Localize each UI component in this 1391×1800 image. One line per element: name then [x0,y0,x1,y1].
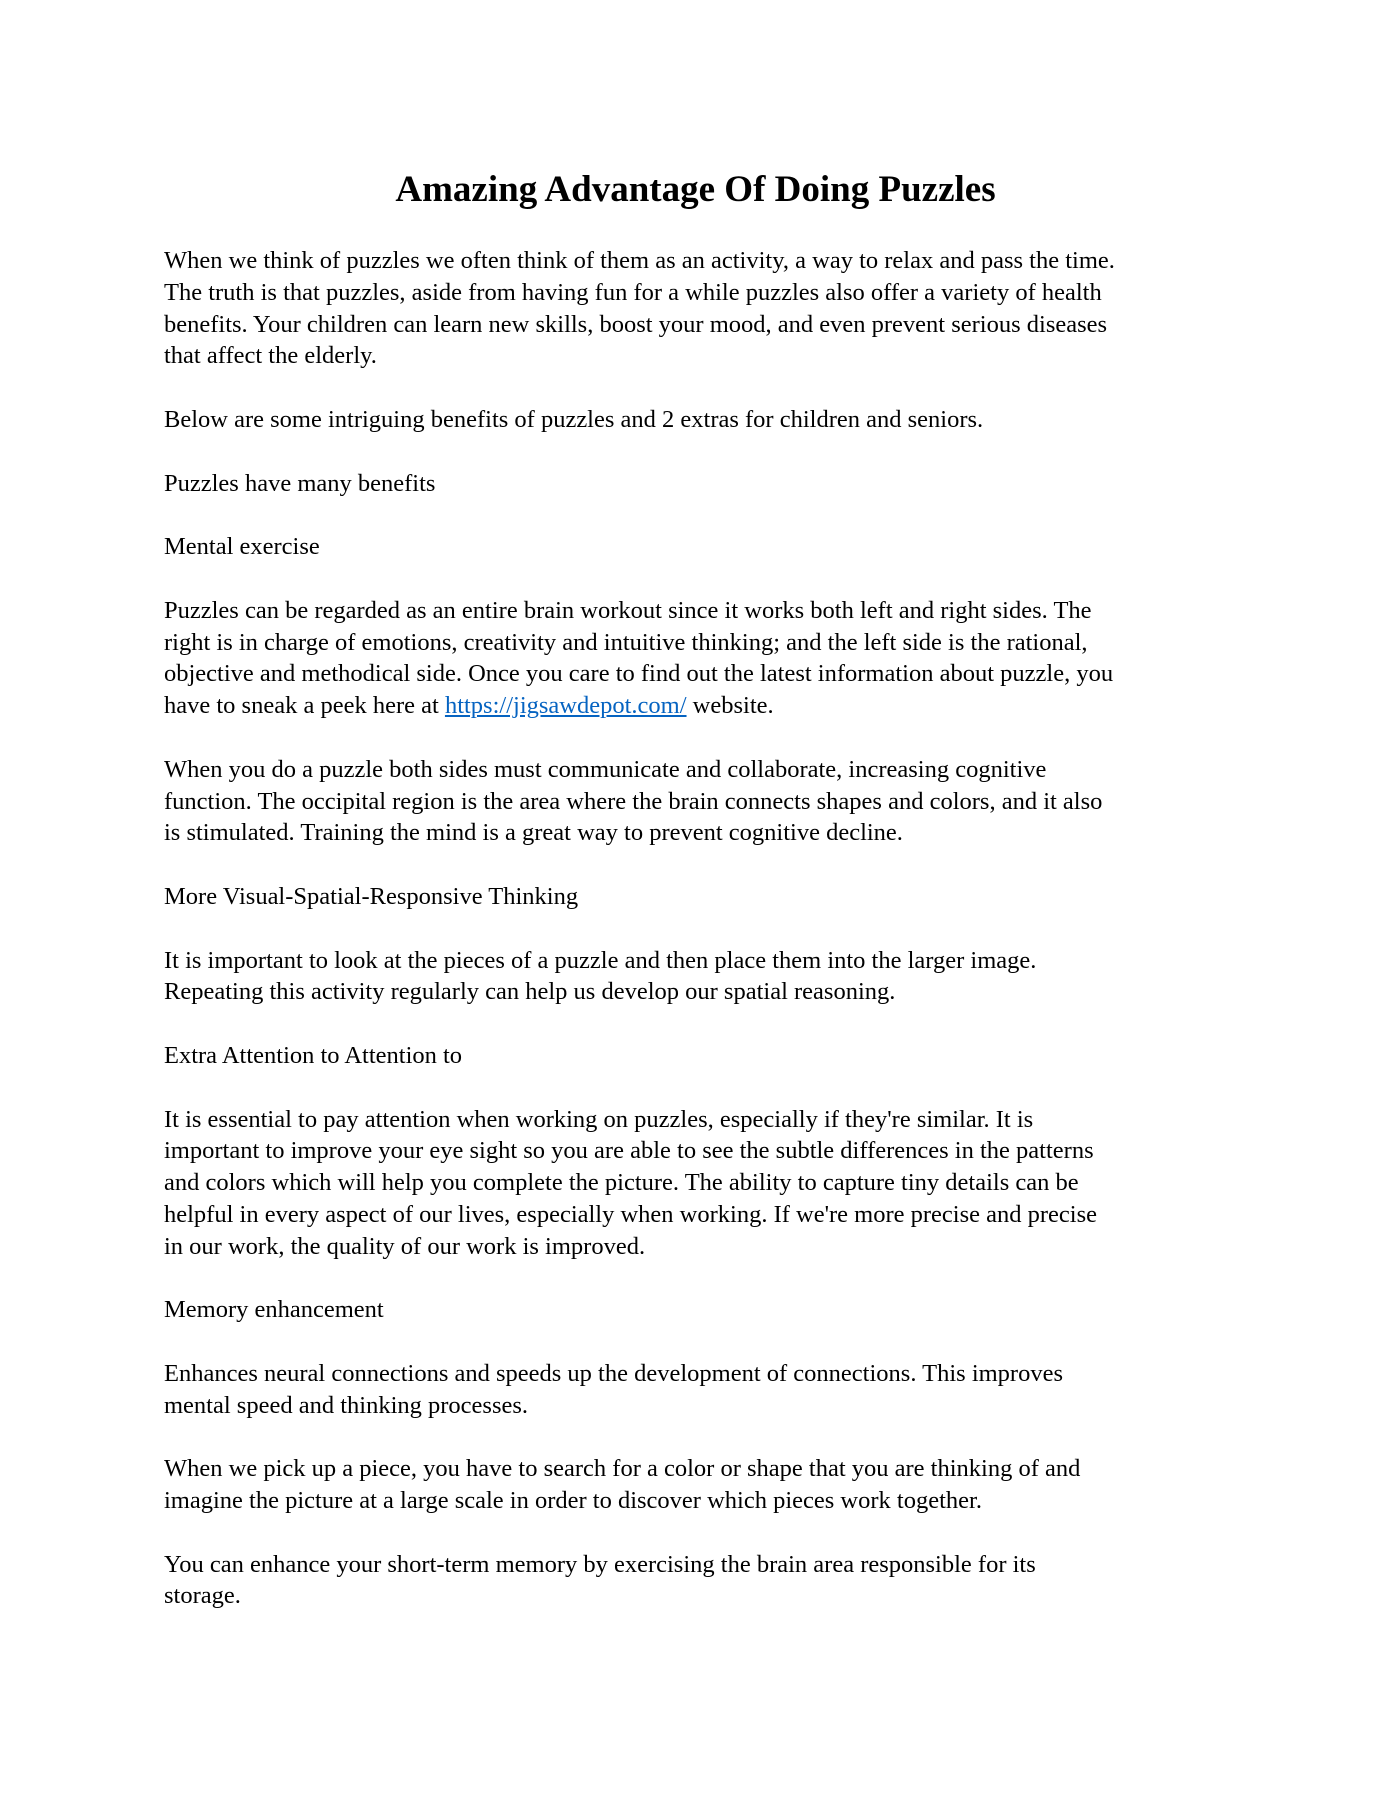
text-line: When we pick up a piece, you have to search for a color or shape that you are thinking of and [164,1455,1081,1483]
paragraph [164,531,1115,563]
text-line: right is in charge of emotions, creativity and intuitive thinking; and the left side is the rational, [164,628,1088,656]
text-line: storage. [164,1582,241,1610]
text-line: mental speed and thinking processes. [164,1391,529,1419]
text-line: It is important to look at the pieces of a puzzle and then place them into the larger image. [164,946,1037,974]
text-line: helpful in every aspect of our lives, especially when working. If we're more precise and precise [164,1200,1098,1228]
paragraph [164,881,1115,913]
link-suffix: website. [686,692,774,720]
jigsawdepot-link[interactable]: https://jigsawdepot.com/ [444,692,687,720]
text-line: More Visual-Spatial-Responsive Thinking [164,882,579,910]
text-line: function. The occipital region is the area where the brain connects shapes and colors, and it also [164,787,1103,815]
text-line: Mental exercise [164,533,320,561]
paragraph [164,754,1115,849]
text-line: You can enhance your short-term memory by exercising the brain area responsible for its [164,1550,1036,1578]
document-title: Amazing Advantage Of Doing Puzzles [395,169,996,210]
paragraph [164,404,1115,436]
paragraph [164,595,1115,722]
link-prefix: have to sneak a peek here at [164,692,445,720]
paragraph [164,245,1115,372]
text-line: Puzzles have many benefits [164,469,436,497]
text-line: that affect the elderly. [164,342,377,370]
text-line: imagine the picture at a large scale in order to discover which pieces work together. [164,1487,982,1515]
paragraph [164,1104,1115,1263]
text-line: Extra Attention to Attention to [164,1041,463,1069]
text-line: Memory enhancement [164,1296,384,1324]
text-line: It is essential to pay attention when working on puzzles, especially if they're similar. It is [164,1105,1034,1133]
text-line: When you do a puzzle both sides must communicate and collaborate, increasing cognitive [164,755,1047,783]
paragraph [164,1040,1115,1072]
text-line: Enhances neural connections and speeds up the development of connections. This improves [164,1359,1063,1387]
text-line: The truth is that puzzles, aside from having fun for a while puzzles also offer a variety of health [164,278,1102,306]
paragraph [164,945,1115,1009]
text-line: When we think of puzzles we often think of them as an activity, a way to relax and pass the time. [164,247,1115,274]
paragraph [164,468,1115,500]
text-line: important to improve your eye sight so you are able to see the subtle differences in the patterns [164,1137,1094,1165]
paragraph [164,1358,1115,1422]
text-line: is stimulated. Training the mind is a great way to prevent cognitive decline. [164,819,903,847]
text-line: Below are some intriguing benefits of puzzles and 2 extras for children and seniors. [164,405,984,433]
text-line: and colors which will help you complete the picture. The ability to capture tiny details can be [164,1169,1079,1197]
text-line: objective and methodical side. Once you care to find out the latest information about puzzle, you [164,660,1114,688]
text-line: Puzzles can be regarded as an entire brain workout since it works both left and right sides. The [164,596,1092,624]
text-line-with-link [164,690,1115,722]
text-line: Repeating this activity regularly can help us develop our spatial reasoning. [164,978,896,1006]
text-line: in our work, the quality of our work is improved. [164,1232,646,1260]
document-body [164,245,1115,1644]
paragraph [164,1453,1115,1517]
paragraph [164,1549,1115,1613]
paragraph [164,1294,1115,1326]
text-line: benefits. Your children can learn new skills, boost your mood, and even prevent serious diseases [164,310,1108,338]
